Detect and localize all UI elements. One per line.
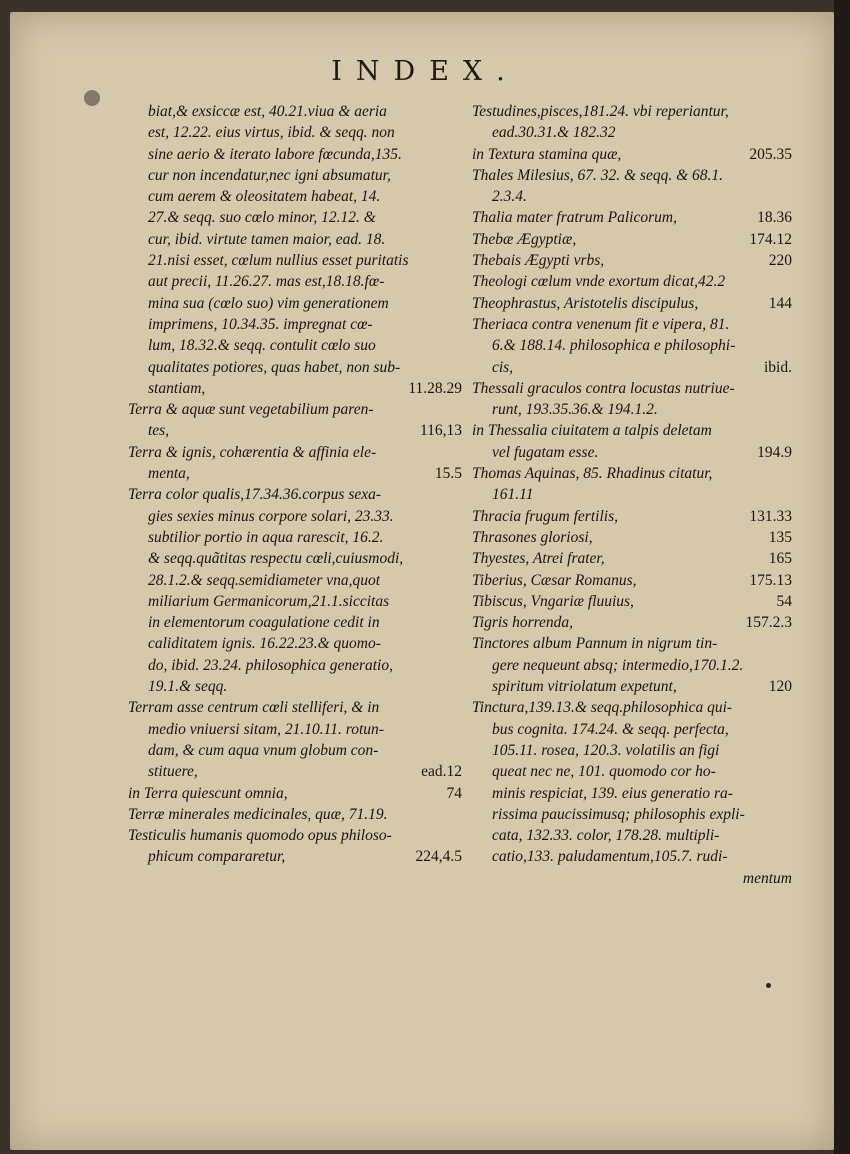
index-text: lum, 18.32.& seqq. contulit cœlo suo [148,337,376,355]
index-text: Terra & aquæ sunt vegetabilium paren- [128,401,374,419]
index-line [118,527,462,548]
index-line [118,506,462,527]
index-line [462,719,792,740]
index-line [462,761,792,782]
index-line [118,335,462,356]
index-line [462,697,792,718]
index-line [118,250,462,271]
index-text: catio,133. paludamentum,105.7. rudi- [492,848,728,866]
page-reference: 11.28.29 [408,379,462,397]
index-text: Thebais Ægypti vrbs, [472,252,605,270]
page-reference: 194.9 [757,443,792,461]
index-text: stantiam, [148,379,206,397]
index-line [118,740,462,761]
index-text: gere nequeunt absq; intermedio,170.1.2. [492,656,744,674]
page-reference: 165 [768,550,792,568]
index-text: mentum [742,869,792,887]
index-line [462,122,792,143]
index-line [462,186,792,207]
page-reference: 157.2.3 [745,614,792,632]
index-text: stituere, [148,763,198,781]
index-line [462,783,792,804]
index-line [118,846,462,867]
page-reference: ibid. [764,358,792,376]
index-line [118,825,462,846]
page-reference: 174.12 [749,230,792,248]
index-line [118,783,462,804]
index-text: Tinctura,139.13.& seqq.philosophica qui- [472,699,733,717]
page-reference: 120 [768,678,792,696]
index-text: cis, [492,358,514,376]
page-reference: 224,4.5 [415,848,462,866]
index-text: 161.11 [492,486,534,504]
index-line [462,399,792,420]
index-line [462,420,792,441]
index-text: qualitates potiores, quas habet, non sub- [148,358,401,376]
index-text: Testiculis humanis quomodo opus philoso- [128,827,392,845]
index-text: ead.30.31.& 182.32 [492,124,616,142]
index-line [118,548,462,569]
index-line [118,633,462,654]
index-line [118,442,462,463]
page-reference: 205.35 [749,145,792,163]
index-text: Terra & ignis, cohærentia & affinia ele- [128,443,377,461]
index-text: Thyestes, Atrei frater, [472,550,605,568]
index-text: in Thessalia ciuitatem a talpis deletam [472,422,712,440]
index-line [462,825,792,846]
index-line [462,207,792,228]
index-text: 27.& seqq. suo cœlo minor, 12.12. & [148,209,376,227]
index-line [462,463,792,484]
index-line [118,207,462,228]
index-text: Thracia frugum fertilis, [472,507,618,525]
index-line [462,591,792,612]
index-line [118,271,462,292]
index-text: phicum compararetur, [148,848,286,866]
index-text: cata, 132.33. color, 178.28. multipli- [492,827,720,845]
index-text: 28.1.2.& seqq.semidiameter vna,quot [148,571,381,589]
index-line [462,229,792,250]
index-line [118,655,462,676]
index-text: est, 12.22. eius virtus, ibid. & seqq. non [148,124,395,142]
index-text: do, ibid. 23.24. philosophica generatio, [148,656,393,674]
index-line [118,122,462,143]
page-reference: 54 [776,592,792,610]
ink-dot [766,983,771,988]
index-text: Terra color qualis,17.34.36.corpus sexa- [128,486,382,504]
index-line [462,633,792,654]
index-text: 6.& 188.14. philosophica e philosophi- [492,337,736,355]
index-text: sine aerio & iterato labore fœcunda,135. [148,145,402,163]
page-reference: 220 [768,252,792,270]
index-text: mina sua (cœlo suo) vim generationem [148,294,389,312]
index-line [118,463,462,484]
index-text: subtilior portio in aqua rarescit, 16.2. [148,528,384,546]
index-line [118,676,462,697]
index-text: Tibiscus, Vngariæ fluuius, [472,592,634,610]
page-reference: 175.13 [749,571,792,589]
index-line [462,676,792,697]
index-line [118,484,462,505]
index-line [462,740,792,761]
index-text: biat,& exsiccæ est, 40.21.viua & aeria [148,103,387,120]
index-text: rissima paucissimusq; philosophis expli- [492,805,745,823]
index-text: vel fugatam esse. [492,443,599,461]
index-text: in Terra quiescunt omnia, [128,784,288,802]
index-line [462,548,792,569]
index-line [118,378,462,399]
index-text: cum aerem & oleositatem habeat, 14. [148,188,381,206]
index-line [462,144,792,165]
index-line [118,570,462,591]
index-line [462,506,792,527]
index-text: gies sexies minus corpore solari, 23.33. [148,507,394,525]
index-line [118,697,462,718]
index-line [462,846,792,867]
index-text: Thales Milesius, 67. 32. & seqq. & 68.1. [472,166,724,184]
index-line [462,335,792,356]
index-text: Tinctores album Pannum in nigrum tin- [472,635,718,653]
index-text: 2.3.4. [492,188,527,206]
page-reference: 18.36 [757,209,792,227]
index-text: Terræ minerales medicinales, quæ, 71.19. [128,805,388,823]
index-line [462,442,792,463]
index-line [118,293,462,314]
index-line [118,761,462,782]
page-reference: ead.12 [421,763,462,781]
index-line [118,314,462,335]
index-text: Theriaca contra venenum fit e vipera, 81. [472,315,730,333]
index-line [462,527,792,548]
index-line [118,804,462,825]
index-line [118,591,462,612]
page-reference: 135 [768,528,792,546]
index-text: dam, & cum aqua vnum globum con- [148,741,379,759]
index-line [118,357,462,378]
index-line [462,271,792,292]
index-line [462,570,792,591]
index-line [118,612,462,633]
index-line [462,314,792,335]
index-text: runt, 193.35.36.& 194.1.2. [492,401,658,419]
index-line [118,186,462,207]
index-text: menta, [148,465,190,483]
index-text: Tiberius, Cæsar Romanus, [472,571,637,589]
index-line [118,144,462,165]
index-text: Thebæ Ægyptiæ, [472,230,577,248]
index-line [118,165,462,186]
index-line [462,655,792,676]
index-text: cur, ibid. virtute tamen maior, ead. 18. [148,230,386,248]
page-reference: 116,13 [419,422,462,440]
page-reference: 131.33 [749,507,792,525]
page-reference: 144 [768,294,792,312]
index-text: Theologi cœlum vnde exortum dicat,42.2 [472,273,726,291]
index-text: bus cognita. 174.24. & seqq. perfecta, [492,720,729,738]
index-text: spiritum vitriolatum expetunt, [492,678,677,696]
index-line [118,420,462,441]
index-text: 105.11. rosea, 120.3. volatilis an figi [492,741,720,759]
index-text: imprimens, 10.34.35. impregnat cœ- [148,315,373,333]
index-text: medio vniuersi sitam, 21.10.11. rotun- [148,720,384,738]
index-line [118,101,462,122]
index-column-right [462,101,792,889]
index-line [462,293,792,314]
index-line [462,484,792,505]
index-text: 19.1.& seqq. [148,678,228,696]
index-text: Theophrastus, Aristotelis discipulus, [472,294,699,312]
index-text: tes, [148,422,170,440]
page-title: INDEX. [331,56,519,87]
index-line [462,804,792,825]
index-text: in elementorum coagulatione cedit in [148,614,380,632]
index-text: in Textura stamina quæ, [472,145,622,163]
page-reference: 15.5 [434,465,462,483]
index-text: 21.nisi esset, cœlum nullius esset puritatis [148,252,409,270]
index-text: aut precii, 11.26.27. mas est,18.18.fœ- [148,273,385,291]
index-text: cur non incendatur,nec igni absumatur, [148,166,391,184]
dark-page-edge [834,0,850,1154]
index-line [118,719,462,740]
index-text: Thrasones gloriosi, [472,528,593,546]
index-line [462,612,792,633]
index-line [118,399,462,420]
index-text: Thessali graculos contra locustas nutriue- [472,379,735,397]
index-column-left [118,101,462,868]
index-text: Tigris horrenda, [472,614,574,632]
index-line [462,378,792,399]
index-text: Thomas Aquinas, 85. Rhadinus citatur, [472,465,713,483]
page-reference: 74 [446,784,462,802]
ink-stain [84,90,100,106]
index-text: minis respiciat, 139. eius generatio ra- [492,784,733,802]
index-line [462,357,792,378]
index-text: Testudines,pisces,181.24. vbi reperiantur, [472,103,729,120]
index-line [462,250,792,271]
index-text: miliarium Germanicorum,21.1.siccitas [148,592,390,610]
index-text: & seqq.quãtitas respectu cœli,cuiusmodi, [148,550,404,568]
index-line [462,868,792,889]
index-text: Terram asse centrum cœli stelliferi, & in [128,699,380,717]
index-text: caliditatem ignis. 16.22.23.& quomo- [148,635,381,653]
index-line [462,101,792,122]
index-line [462,165,792,186]
index-text: Thalia mater fratrum Palicorum, [472,209,677,227]
index-text: queat nec ne, 101. quomodo cor ho- [492,763,716,781]
index-line [118,229,462,250]
